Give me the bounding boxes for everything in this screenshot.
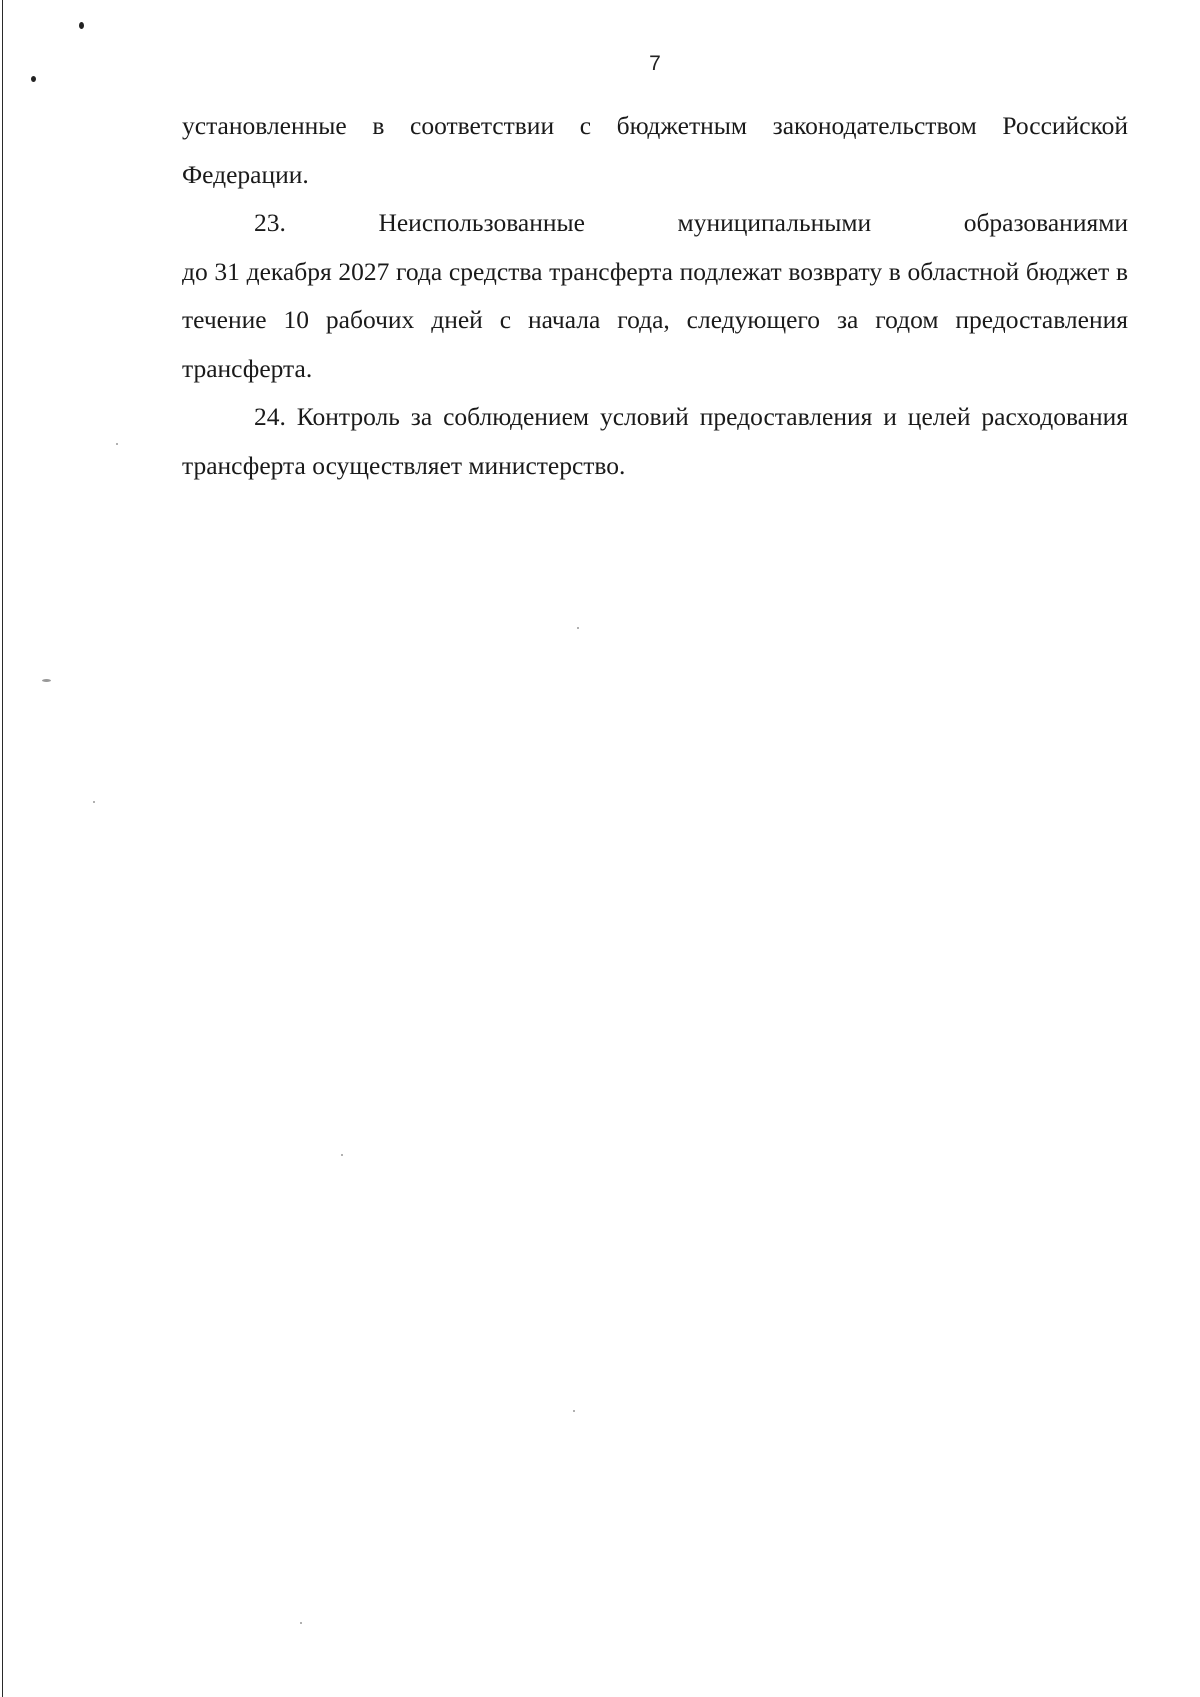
scan-mark xyxy=(341,1154,343,1156)
paragraph-24: 24. Контроль за соблюдением условий предоставления и целей расходования трансферта осуществляет министерство. xyxy=(182,402,1128,480)
scan-mark xyxy=(573,1410,575,1412)
scan-mark xyxy=(93,801,95,803)
paragraph-number: 23. xyxy=(254,208,286,237)
scan-mark xyxy=(42,679,51,682)
scan-mark xyxy=(116,443,118,445)
scan-mark xyxy=(79,22,84,29)
document-body xyxy=(182,102,1128,490)
scan-mark xyxy=(31,76,36,82)
paragraph-23-body: до 31 декабря 2027 года средства трансферта подлежат возврату в областной бюджет в течение 10 рабочих дней с начала года, следующего за годом предоставления трансферта. xyxy=(182,256,1128,383)
paragraph-continuation: установленные в соответствии с бюджетным законодательством Российской Федерации. xyxy=(182,111,1128,189)
paragraph-text: Неиспользованные муниципальными образованиями xyxy=(378,208,1128,237)
page-number: 7 xyxy=(649,52,661,75)
scan-edge-line xyxy=(2,0,3,1697)
scan-mark xyxy=(577,627,579,629)
paragraph-23-first-line xyxy=(182,199,1128,248)
scan-mark xyxy=(300,1622,302,1624)
